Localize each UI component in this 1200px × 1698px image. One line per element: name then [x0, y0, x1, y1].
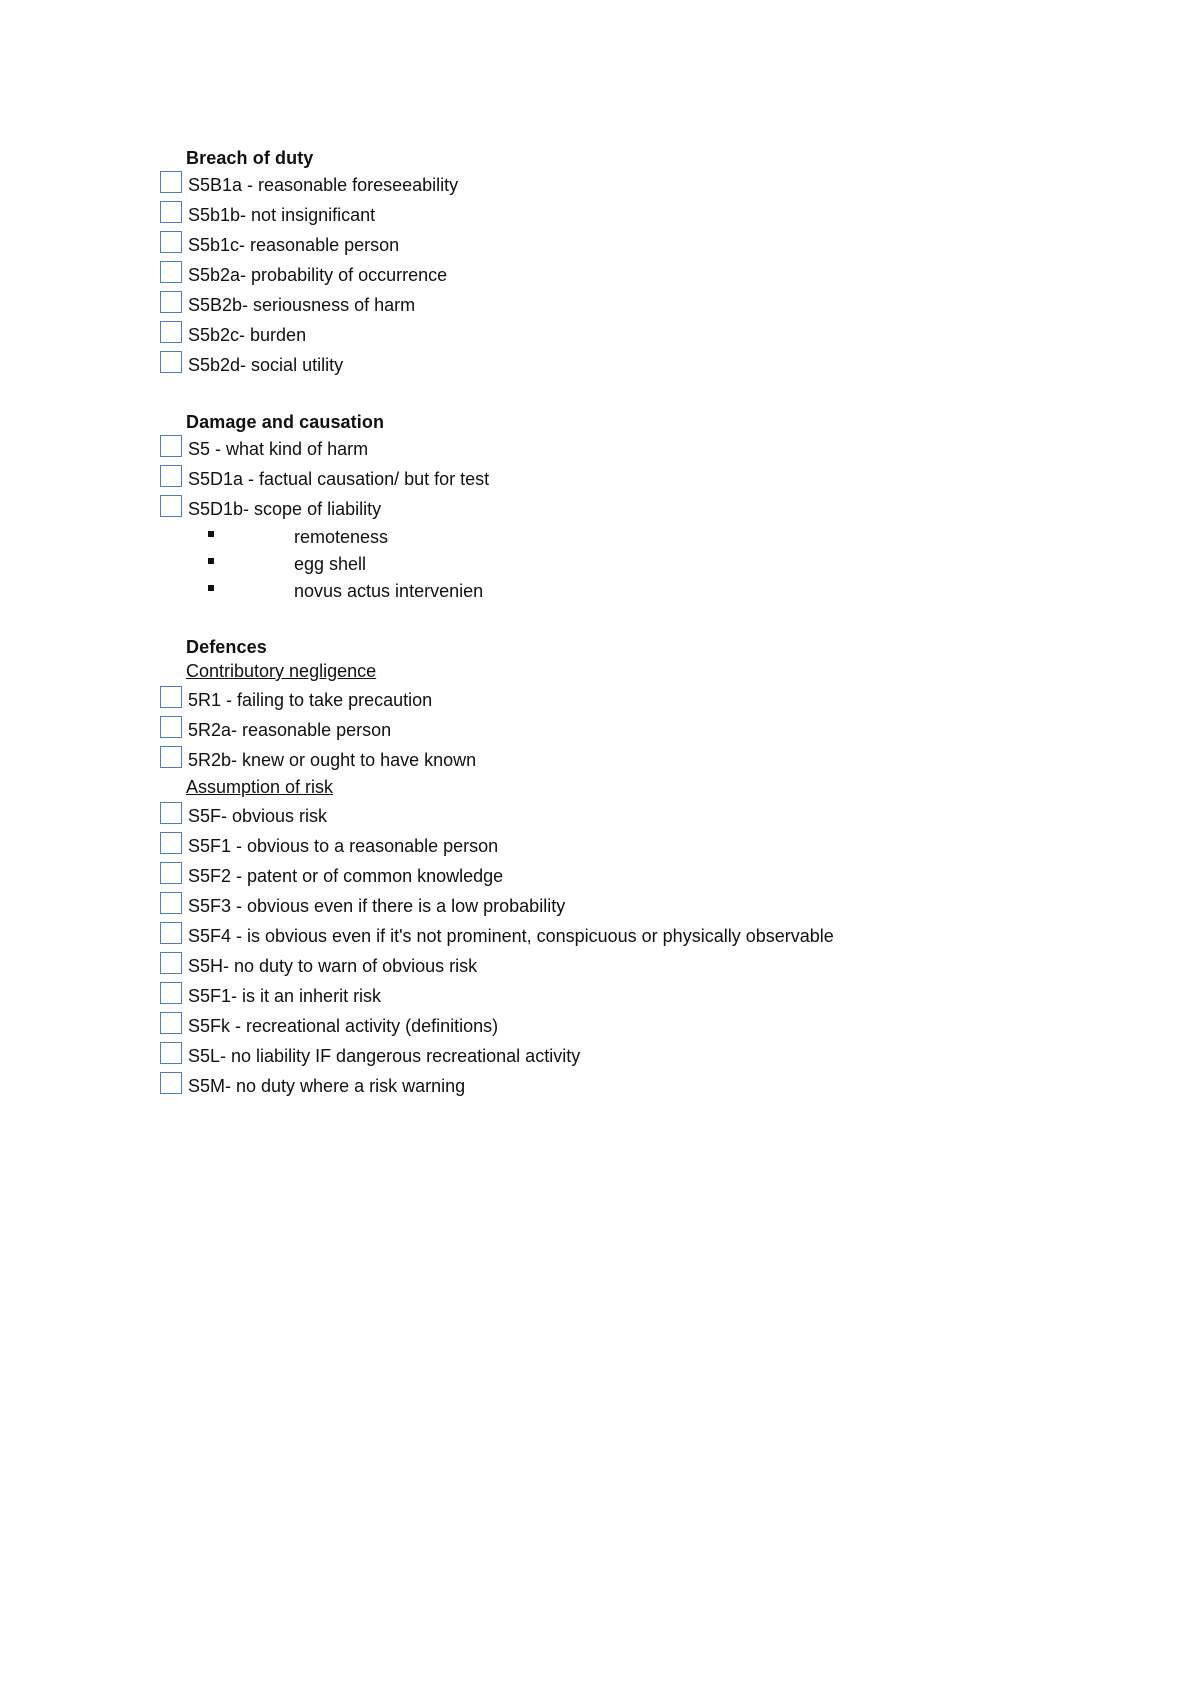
checkbox[interactable]	[160, 435, 182, 457]
bullet-item	[160, 524, 1160, 551]
checklist-item-label: S5F1- is it an inherit risk	[188, 986, 382, 1006]
checkbox[interactable]	[160, 231, 182, 253]
checkbox[interactable]	[160, 291, 182, 313]
breach-list	[160, 170, 1160, 380]
checklist-item-label: S5Fk - recreational activity (definitions)	[188, 1016, 499, 1036]
checklist-item[interactable]	[160, 685, 1160, 715]
checkbox[interactable]	[160, 686, 182, 708]
checkbox[interactable]	[160, 1072, 182, 1094]
checklist-item[interactable]	[160, 200, 1160, 230]
checklist-item-label: S5B2b- seriousness of harm	[188, 295, 416, 315]
checklist-item[interactable]	[160, 861, 1160, 891]
checkbox[interactable]	[160, 321, 182, 343]
checkbox[interactable]	[160, 862, 182, 884]
checklist-item[interactable]	[160, 230, 1160, 260]
contributory-list	[160, 685, 1160, 775]
checkbox[interactable]	[160, 1012, 182, 1034]
checklist-item[interactable]	[160, 350, 1160, 380]
checkbox[interactable]	[160, 892, 182, 914]
checklist-item[interactable]	[160, 801, 1160, 831]
checklist-item-label: S5F2 - patent or of common knowledge	[188, 866, 504, 886]
checkbox[interactable]	[160, 982, 182, 1004]
bullet-item-label: egg shell	[294, 554, 367, 574]
checkbox[interactable]	[160, 746, 182, 768]
bullet-item-label: remoteness	[294, 527, 389, 547]
checklist-item-label: S5F4 - is obvious even if it's not prominent, conspicuous or physically observable	[188, 926, 834, 946]
checklist-item-label: S5B1a - reasonable foreseeability	[188, 175, 459, 195]
square-bullet-icon	[208, 531, 214, 537]
checkbox[interactable]	[160, 351, 182, 373]
checklist-item[interactable]	[160, 981, 1160, 1011]
breach-heading: Breach of duty	[186, 148, 314, 168]
checklist-item[interactable]	[160, 831, 1160, 861]
spacer	[160, 605, 1160, 635]
checklist-item[interactable]	[160, 921, 1160, 951]
checklist-item-label: S5H- no duty to warn of obvious risk	[188, 956, 478, 976]
checklist-item[interactable]	[160, 290, 1160, 320]
checklist-item-label: S5D1a - factual causation/ but for test	[188, 469, 490, 489]
checklist-item[interactable]	[160, 434, 1160, 464]
spacer	[160, 380, 1160, 410]
checklist-item[interactable]	[160, 951, 1160, 981]
checklist-item[interactable]	[160, 464, 1160, 494]
checklist-item-label: S5 - what kind of harm	[188, 439, 369, 459]
bullet-item	[160, 578, 1160, 605]
checklist-item-label: S5F1 - obvious to a reasonable person	[188, 836, 499, 856]
bullet-item	[160, 551, 1160, 578]
bullet-item-label: novus actus intervenien	[294, 581, 484, 601]
checkbox[interactable]	[160, 201, 182, 223]
checklist-item-label: S5F3 - obvious even if there is a low probability	[188, 896, 566, 916]
checklist-item-label: S5F- obvious risk	[188, 806, 328, 826]
square-bullet-icon	[208, 558, 214, 564]
checklist-item[interactable]	[160, 320, 1160, 350]
checkbox[interactable]	[160, 802, 182, 824]
checklist-item[interactable]	[160, 170, 1160, 200]
checklist-item-label: 5R1 - failing to take precaution	[188, 690, 433, 710]
checklist-item[interactable]	[160, 1071, 1160, 1101]
checklist-item-label: 5R2a- reasonable person	[188, 720, 392, 740]
checklist-item-label: S5L- no liability IF dangerous recreational activity	[188, 1046, 581, 1066]
checklist-item[interactable]	[160, 715, 1160, 745]
damage-heading: Damage and causation	[186, 412, 385, 432]
defences-heading: Defences	[186, 637, 267, 657]
checklist-item[interactable]	[160, 1041, 1160, 1071]
checkbox[interactable]	[160, 465, 182, 487]
square-bullet-icon	[208, 585, 214, 591]
checklist-item[interactable]	[160, 260, 1160, 290]
checklist-item-label: S5b2d- social utility	[188, 355, 344, 375]
checkbox[interactable]	[160, 952, 182, 974]
checklist-item-label: S5D1b- scope of liability	[188, 499, 382, 519]
checkbox[interactable]	[160, 716, 182, 738]
assumption-of-risk-subheading: Assumption of risk	[186, 777, 334, 797]
checkbox[interactable]	[160, 495, 182, 517]
assumption-list	[160, 801, 1160, 1101]
damage-list	[160, 434, 1160, 605]
checklist-content	[160, 146, 1160, 1101]
checklist-item-label: S5b1b- not insignificant	[188, 205, 376, 225]
contributory-negligence-subheading: Contributory negligence	[186, 661, 377, 681]
checkbox[interactable]	[160, 832, 182, 854]
checklist-item-label: S5b1c- reasonable person	[188, 235, 400, 255]
checkbox[interactable]	[160, 261, 182, 283]
checklist-item[interactable]	[160, 745, 1160, 775]
checklist-item-label: S5b2a- probability of occurrence	[188, 265, 448, 285]
checklist-item-label: S5b2c- burden	[188, 325, 307, 345]
checkbox[interactable]	[160, 1042, 182, 1064]
checklist-item[interactable]	[160, 1011, 1160, 1041]
checklist-item[interactable]	[160, 891, 1160, 921]
checklist-item-label: 5R2b- knew or ought to have known	[188, 750, 477, 770]
checklist-item-label: S5M- no duty where a risk warning	[188, 1076, 466, 1096]
checkbox[interactable]	[160, 171, 182, 193]
checkbox[interactable]	[160, 922, 182, 944]
checklist-item[interactable]	[160, 494, 1160, 524]
